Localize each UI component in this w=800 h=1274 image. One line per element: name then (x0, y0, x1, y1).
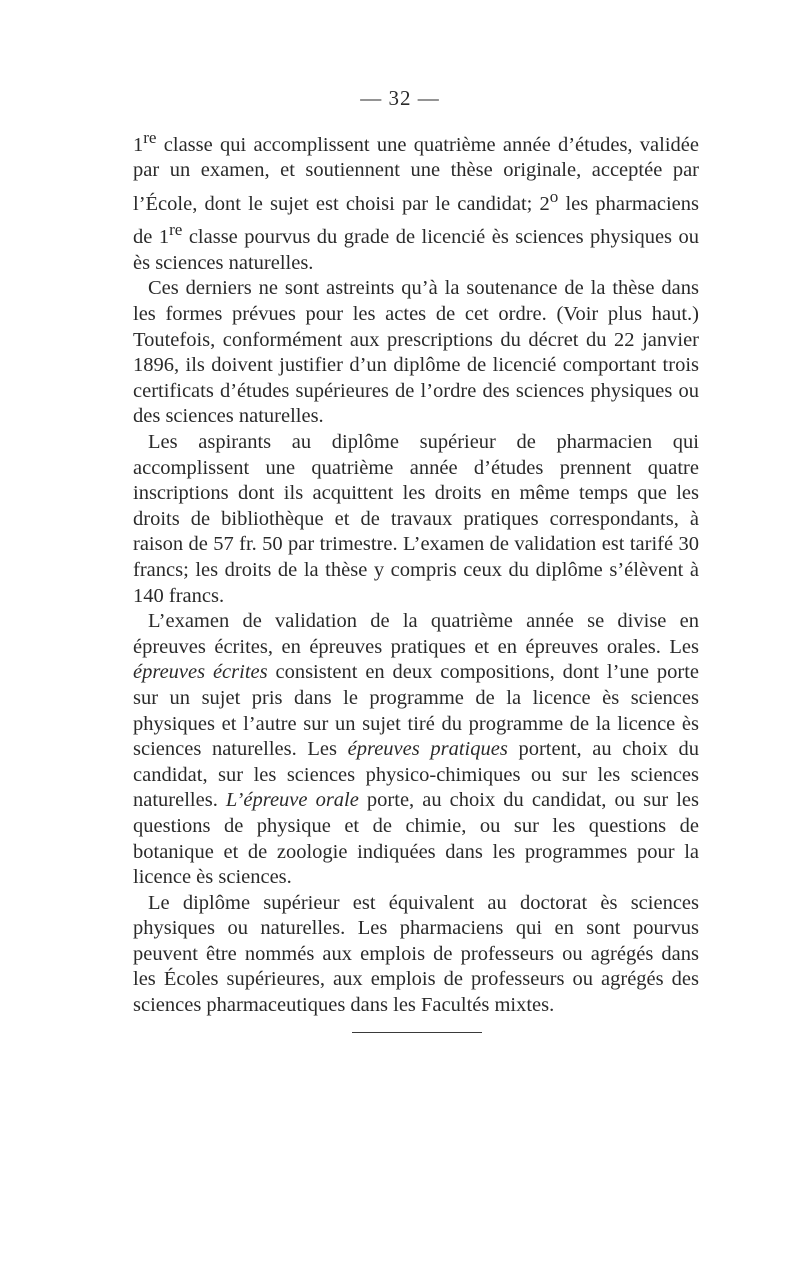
italic-run: épreuves écrites (133, 661, 268, 684)
superscript: re (143, 128, 157, 147)
text-run: 1 (133, 133, 144, 156)
text-run: Ces derniers ne sont astreints qu’à la soutenance de la thèse dans les formes prévues pour les actes de cet ordre. (Voir plus haut.) Toutefois, conformément aux prescriptions du décret du 22 janvier 1896, ils doivent justifier d’un diplôme de licencié comportant trois certificats d’études supérieures de l’ordre des sciences physiques ou des sciences naturelles. (133, 277, 699, 428)
text-run: les pharmaciens de 1 (133, 192, 699, 249)
page-number: — 32 — (360, 86, 440, 110)
closing-rule (352, 1032, 482, 1033)
superscript: o (549, 187, 559, 207)
text-run: Le diplôme supérieur est équivalent au doctorat ès sciences physiques ou naturelles. Les pharmaciens qui en sont pourvus peuvent être nommés aux emplois de professeurs ou agrégés dans les Écoles supérieures, aux emplois de professeurs ou agrégés des sciences pharmaceutiques dans les Facultés mixtes. (133, 891, 699, 1017)
paragraph (133, 276, 699, 430)
italic-run: L’épreuve orale (225, 789, 359, 812)
paragraph (133, 891, 699, 1019)
text-run: L’examen de validation de la quatrième année se divise en épreuves écrites, en épreuves pratiques et en épreuves orales. Les (133, 610, 699, 658)
paragraph (133, 430, 699, 609)
text-run: classe pourvus du grade de licencié ès sciences physiques ou ès sciences naturelles. (133, 226, 699, 274)
paragraph (133, 125, 699, 276)
paragraph (133, 609, 699, 891)
text-run: Les aspirants au diplôme supérieur de pharmacien qui accomplissent une quatrième année d’études prennent quatre inscriptions dont ils acquittent les droits en même temps que les droits de bibliothèque et de travaux pratiques correspondants, à raison de 57 fr. 50 par trimestre. L’examen de validation est tarifé 30 francs; les droits de la thèse y compris ceux du diplôme s’élèvent à 140 francs. (133, 431, 699, 607)
text-run: classe qui accomplissent une quatrième année d’études, validée par un examen, et soutiennent une thèse originale, acceptée par l’École, dont le sujet est choisi par le candidat; 2 (133, 133, 699, 215)
text-run: portent, au choix du candidat, sur les sciences physico-chimiques ou sur les sciences naturelles. (133, 738, 699, 812)
superscript: re (169, 220, 183, 240)
text-run: consistent en deux compositions, dont l’une porte sur un sujet pris dans le programme de la licence ès sciences physiques et l’autre sur un sujet tiré du programme de la licence ès sciences naturelles. Les (133, 661, 700, 761)
italic-run: épreuves pratiques (347, 738, 508, 761)
text-run: porte, au choix du candidat, ou sur les questions de physique et de chimie, ou sur les questions de botanique et de zoologie indiquées dans les programmes pour la licence ès sciences. (133, 789, 699, 889)
body-text (133, 125, 699, 1019)
